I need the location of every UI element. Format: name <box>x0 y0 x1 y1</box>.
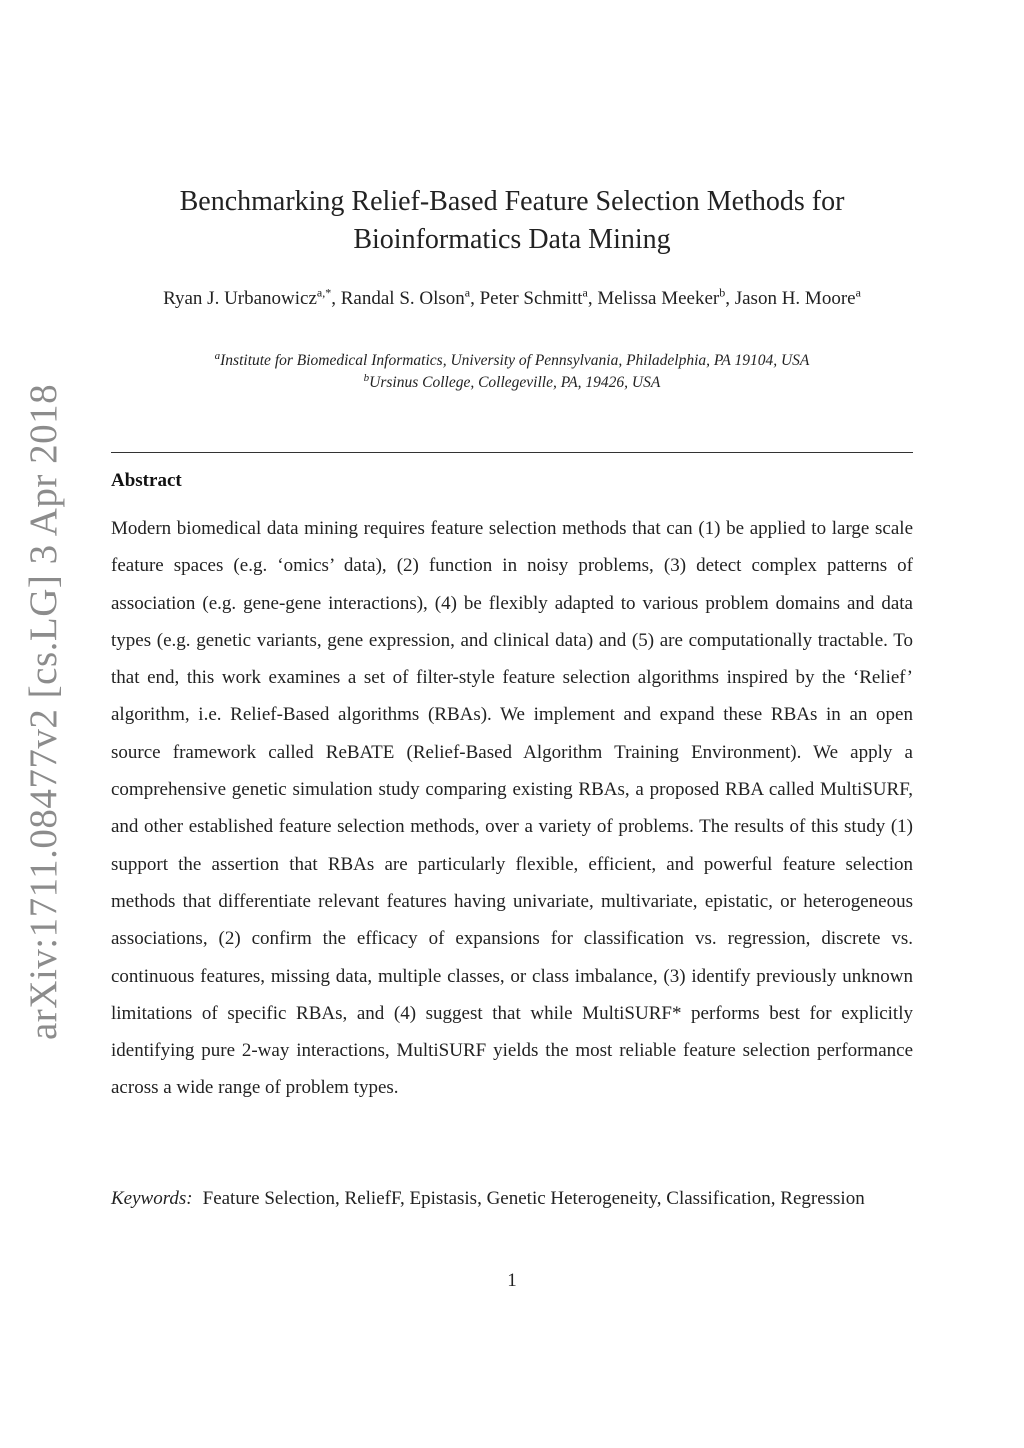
author-3: Peter Schmitt$^a$, <box>479 285 598 309</box>
affiliation-list <box>112 350 912 394</box>
author-2: Randal S. Olson$^a$, <box>340 285 480 309</box>
title-line-1: Benchmarking Relief-Based Feature Selection Methods for <box>179 186 845 217</box>
author-5: Jason H. Moore$^a$ <box>734 285 861 309</box>
paper-title <box>112 183 912 259</box>
page-number: 1 <box>507 1270 517 1291</box>
title-line-2: Bioinformatics Data Mining <box>353 224 671 255</box>
arxiv-identifier-stamp: arXiv:1711.08477v2 [cs.LG] 3 Apr 2018 <box>22 383 65 1040</box>
author-4: Melissa Meeker$^b$, <box>597 285 735 309</box>
affiliation-a: $^a$Institute for Biomedical Informatics, University of Pennsylvania, Philadelphia, PA 19104, USA <box>214 349 810 369</box>
author-1: Ryan J. Urbanowicz$^{a,*}$, <box>163 285 341 309</box>
author-list <box>112 287 912 311</box>
abstract-heading: Abstract <box>111 470 182 491</box>
keywords-label: Keywords: <box>111 1188 193 1209</box>
keywords-text: Feature Selection, ReliefF, Epistasis, Genetic Heterogeneity, Classification, Regression <box>202 1188 865 1209</box>
affiliation-b: $^b$Ursinus College, Collegeville, PA, 19426, USA <box>363 371 661 391</box>
abstract-divider <box>111 452 913 453</box>
keywords-line <box>111 1180 913 1217</box>
abstract-body: Modern biomedical data mining requires feature selection methods that can (1) be applied to large scale feature spaces (e.g. ‘omics’ data), (2) function in noisy problems, (3) detect complex patterns of association (e.g. gene-gene interactions), (4) be flexibly adapted to various problem domains and data types (e.g. genetic variants, gene expression, and clinical data) and (5) are computationally tractable. To that end, this work examines a set of filter-style feature selection algorithms inspired by the ‘Relief’ algorithm, i.e. Relief-Based algorithms (RBAs). We implement and expand these RBAs in an open source framework called ReBATE (Relief-Based Algorithm Training Environment). We apply a comprehensive genetic simulation study comparing existing RBAs, a proposed RBA called MultiSURF, and other established feature selection methods, over a variety of problems. The results of this study (1) support the assertion that RBAs are particularly flexible, efficient, and powerful feature selection methods that differentiate relevant features having univariate, multivariate, epistatic, or heterogeneous associations, (2) confirm the efficacy of expansions for classification vs. regression, discrete vs. continuous features, missing data, multiple classes, or class imbalance, (3) identify previously unknown limitations of specific RBAs, and (4) suggest that while MultiSURF* performs best for explicitly identifying pure 2-way interactions, MultiSURF yields the most reliable feature selection performance across a wide range of problem types. <box>111 518 913 1099</box>
